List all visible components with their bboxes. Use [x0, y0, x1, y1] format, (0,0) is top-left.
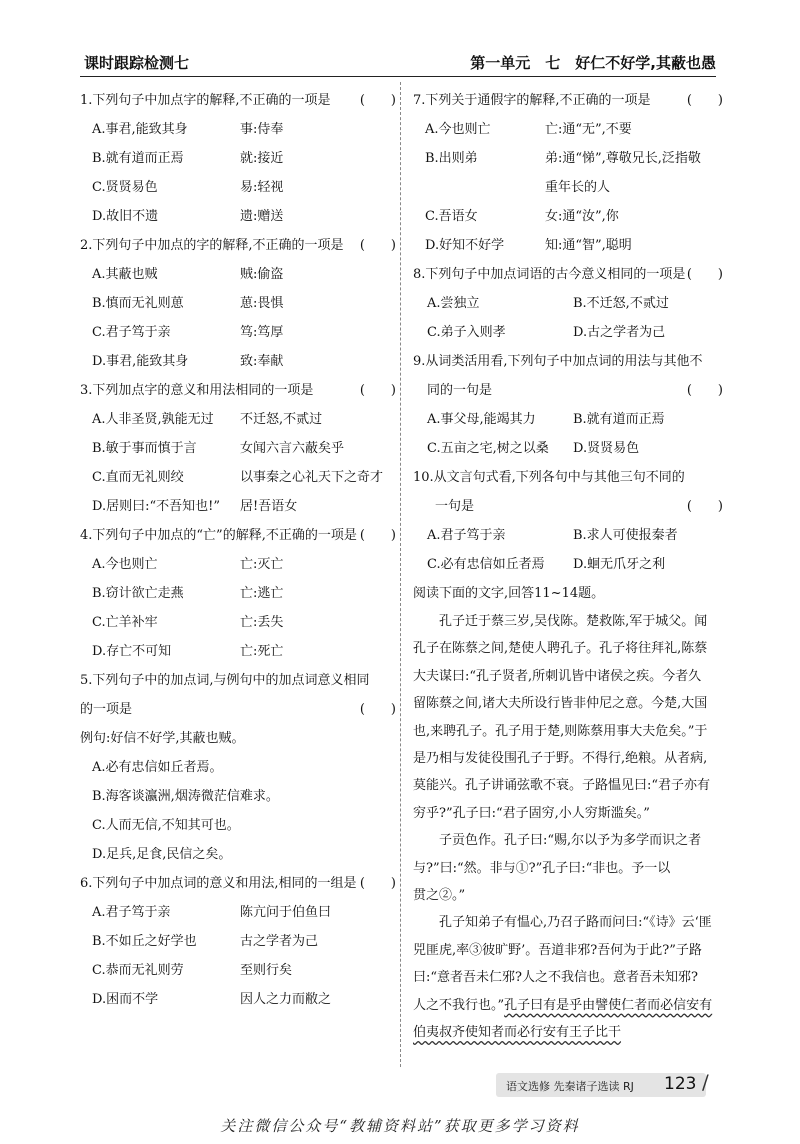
option-row: D.困而不学 因人之力而敝之 [92, 992, 332, 1007]
option-row: B.窃计欲亡走燕 亡:逃亡 [92, 586, 284, 601]
header-rule [80, 76, 716, 77]
option-row: A.事父母,能竭其力 B.就有道而正焉 [427, 412, 665, 427]
question-9 [413, 347, 723, 463]
option-row: B.海客谈瀛洲,烟涛微茫信难求。 [92, 789, 279, 804]
option-row: C.弟子入则孝 D.古之学者为己 [427, 325, 666, 340]
option-row: D.足兵,足食,民信之矣。 [92, 847, 232, 862]
option-row: A.其蔽也贼 贼:偷盗 [92, 267, 284, 282]
example-sentence: 例句:好信不好学,其蔽也贼。 [80, 731, 245, 746]
option-continuation: 重年长的人 [545, 180, 611, 195]
option-row: D.故旧不遗 遗:赠送 [92, 209, 284, 224]
option-row: C.贤贤易色 易:轻视 [92, 180, 284, 195]
passage-line: 孔子迁于蔡三岁,吴伐陈。楚救陈,军于城父。闻 [439, 614, 708, 629]
header-right-title: 第一单元 七 好仁不好学,其蔽也愚 [470, 54, 716, 72]
question-3 [80, 376, 396, 521]
option-row: A.今也则亡 亡:通“无”,不要 [425, 122, 632, 137]
question-1 [80, 86, 396, 231]
question-stem: 5.下列句子中的加点词,与例句中的加点词意义相同 [80, 673, 370, 688]
option-row: A.必有忠信如丘者焉。 [92, 760, 223, 775]
passage-line: 穷乎?”孔子曰:“君子固穷,小人穷斯滥矣。” [413, 805, 650, 821]
option-row: A.事君,能致其身 事:侍奉 [92, 122, 284, 137]
passage-line: 与?”曰:“然。非与①?”孔子曰:“非也。予一以 [413, 860, 671, 876]
question-2 [80, 231, 396, 376]
column-divider [400, 82, 401, 1067]
question-stem-cont: 一句是 ( ) [435, 499, 723, 514]
page-slash-decoration: / [702, 1070, 709, 1094]
question-stem: 3.下列加点字的意义和用法相同的一项是 ( ) [80, 383, 396, 398]
question-stem: 1.下列句子中加点字的解释,不正确的一项是 ( ) [80, 93, 396, 108]
option-row: D.存亡不可知 亡:死亡 [92, 644, 284, 659]
passage-line [413, 1019, 723, 1046]
option-row: B.不如丘之好学也 古之学者为己 [92, 934, 319, 949]
footer-note: 关注微信公众号“教辅资料站”获取更多学习资料 [220, 1117, 580, 1135]
wavy-underlined-sentence: 孔子曰有是乎由譬使仁者而必信安有 [504, 997, 713, 1013]
question-4 [80, 521, 396, 666]
passage-line: 是乃相与发徒役围孔子于野。不得行,绝粮。从者病, [413, 751, 708, 767]
passage-line: 留陈蔡之间,诸大夫所设行皆非仲尼之意。今楚,大国 [413, 696, 708, 712]
reading-passage [413, 608, 723, 1047]
passage-line: 兕匪虎,率③彼旷野’。吾道非邪?吾何为于此?”子路 [413, 942, 702, 958]
option-row: A.尝独立 B.不迁怒,不贰过 [427, 296, 669, 311]
header-left-title: 课时跟踪检测七 [84, 54, 190, 72]
wavy-underlined-sentence: 伯夷叔齐使知者而必行安有王子比干 [413, 1025, 622, 1041]
passage-line: 贯之②。” [413, 888, 466, 904]
passage-line: 子贡色作。孔子曰:“赐,尔以予为多学而识之者 [439, 833, 702, 849]
question-6 [80, 869, 396, 1014]
question-stem: 4.下列句子中加点的“亡”的解释,不正确的一项是 ( ) [80, 528, 396, 543]
passage-line: 曰:“意者吾未仁邪?人之不我信也。意者吾未知邪? [413, 970, 698, 986]
question-8 [413, 260, 723, 347]
option-row: A.今也则亡 亡:灭亡 [92, 557, 284, 572]
option-row: C.必有忠信如丘者焉 D.蛔无爪牙之利 [427, 557, 666, 572]
option-row: B.就有道而正焉 就:接近 [92, 151, 284, 166]
option-row: B.敏于事而慎于言 女闻六言六蔽矣乎 [92, 441, 345, 456]
option-row: C.亡羊补牢 亡:丢失 [92, 615, 284, 630]
question-stem: 10.从文言句式看,下列各句中与其他三句不同的 [413, 470, 685, 485]
passage-line: 莫能兴。孔子讲诵弦歌不衰。子路愠见曰:“君子亦有 [413, 778, 711, 794]
page-number: 123 [664, 1074, 697, 1094]
option-row: C.直而无礼则绞 以事秦之心礼天下之奇才 [92, 470, 384, 485]
option-row: B.出则弟 弟:通“悌”,尊敬兄长,泛指敬 [425, 151, 701, 166]
footer-book-label: 语文选修 先秦诸子选读 RJ [506, 1080, 634, 1093]
option-row: C.君子笃于亲 笃:笃厚 [92, 325, 284, 340]
option-row: A.人非圣贤,孰能无过 不迁怒,不贰过 [92, 412, 323, 427]
option-row: C.五亩之宅,树之以桑 D.贤贤易色 [427, 441, 640, 456]
option-row: C.恭而无礼则劳 至则行矣 [92, 963, 293, 978]
option-row: D.好知不好学 知:通“智”,聪明 [425, 238, 632, 253]
question-7 [413, 86, 723, 260]
passage-line: 大夫谋曰:“孔子贤者,所刺讥皆中诸侯之疾。今者久 [413, 668, 702, 684]
option-row: D.事君,能致其身 致:奉献 [92, 354, 284, 369]
passage-line: 孔子在陈蔡之间,楚使人聘孔子。孔子将往拜礼,陈蔡 [413, 641, 708, 657]
right-column [413, 86, 723, 1047]
option-row: A.君子笃于亲 陈亢问于伯鱼曰 [92, 905, 332, 920]
passage-line: 人之不我行也。”孔子曰有是乎由譬使仁者而必信安有 [413, 997, 713, 1013]
left-column [80, 86, 396, 1014]
reading-intro: 阅读下面的文字,回答11~14题。 [413, 586, 605, 601]
question-stem: 6.下列句子中加点词的意义和用法,相同的一组是 ( ) [80, 876, 396, 891]
question-5 [80, 666, 396, 869]
option-row: B.慎而无礼则葸 葸:畏惧 [92, 296, 284, 311]
question-10 [413, 463, 723, 579]
passage-line: 孔子知弟子有愠心,乃召子路而问曰:“《诗》云‘匪 [439, 915, 712, 931]
question-stem-cont: 的一项是 ( ) [80, 702, 396, 717]
question-stem: 8.下列句子中加点词语的古今意义相同的一项是 ( ) [413, 267, 723, 282]
question-stem: 2.下列句子中加点的字的解释,不正确的一项是 ( ) [80, 238, 396, 253]
option-row: C.人而无信,不知其可也。 [92, 818, 240, 833]
passage-line: 也,来聘孔子。孔子用于楚,则陈蔡用事大夫危矣。”于 [413, 723, 708, 739]
question-stem: 9.从词类活用看,下列句子中加点词的用法与其他不 [413, 354, 703, 369]
question-stem-cont: 同的一句是 ( ) [427, 383, 723, 398]
option-row: A.君子笃于亲 B.求人可使报秦者 [427, 528, 678, 543]
option-row: C.吾语女 女:通“汝”,你 [425, 209, 619, 224]
option-row: D.居则曰:“不吾知也!” 居!吾语女 [92, 499, 298, 514]
question-stem: 7.下列关于通假字的解释,不正确的一项是 ( ) [413, 93, 723, 108]
